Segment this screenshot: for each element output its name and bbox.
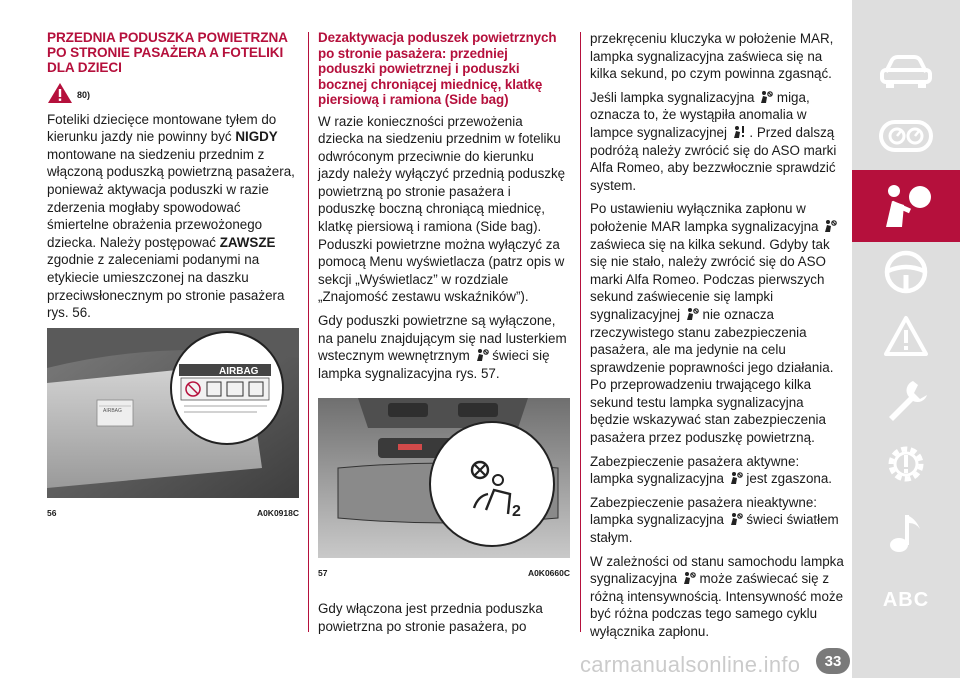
sun-visor-label-illustration <box>47 328 299 498</box>
paragraph: przekręceniu kluczyka w położenie MAR, lampka sygnalizacyjna zaświeca się na kilka sekund, po czym powinna zgasnąć. <box>590 31 834 82</box>
figure-number: 57 <box>318 568 328 578</box>
figure-caption <box>47 508 299 518</box>
page-number: 33 <box>816 648 850 674</box>
airbag-off-icon <box>758 90 773 104</box>
airbag-off-icon <box>822 219 837 233</box>
gear-icon <box>882 440 930 488</box>
warning-ref-number: 80) <box>77 90 91 100</box>
column-2-continued <box>318 600 568 641</box>
paragraph: Zabezpieczenie pasażera aktywne: lampka sygnalizacyjna jest zgaszona. <box>590 453 833 487</box>
figure-57 <box>318 398 570 578</box>
sidebar-item-driving[interactable] <box>852 236 960 308</box>
sidebar-item-technical[interactable] <box>852 428 960 500</box>
airbag-off-icon <box>728 471 743 485</box>
abc-label: ABC <box>882 588 930 611</box>
figure-caption <box>318 568 570 578</box>
column-2 <box>318 30 568 388</box>
warning-triangle-icon <box>47 82 73 104</box>
airbag-passenger-icon <box>876 181 936 231</box>
figure-code: A0K0660C <box>527 568 570 578</box>
emphasis: ZAWSZE <box>219 234 276 250</box>
emphasis: NIGDY <box>235 129 278 145</box>
column-divider <box>580 32 581 632</box>
section-heading: PRZEDNIA PODUSZKA POWIETRZNA PO STRONIE PASAŻERA A FOTELIKI DLA DZIECI <box>47 30 288 75</box>
watermark: carmanualsonline.info <box>580 652 801 677</box>
overhead-panel-illustration <box>318 398 570 558</box>
gauges-icon <box>878 118 934 154</box>
airbag-warning-icon <box>731 125 746 139</box>
sidebar-item-maintenance[interactable] <box>852 364 960 436</box>
airbag-off-icon <box>728 512 743 526</box>
paragraph: Gdy poduszki powietrzne są wyłączone, na panelu znajdującym się nad lusterkiem wstecznym wewnętrznym świeci się lampka sygnalizacyjna rys. 57. <box>318 313 567 381</box>
warning-triangle-icon <box>882 314 930 358</box>
paragraph: Po ustawieniu wyłącznika zapłonu w położenie MAR lampka sygnalizacyjna zaświeca się na kilka sekund. Gdyby tak się nie stało, należy zwrócić się do ASO marki Alfa Romeo. Podczas pierwszych sekund zaświecenie się lampki sygnalizacyjnej nie oznacza rzeczywistego stanu zabezpieczenia pasażera, ale ma jedynie na celu sprawdzenie poprawności jego działania. Po przeprowadzeniu trwającego kilka sekund testu lampka sygnalizacyjna będzie wskazywać stan zabezpieczenia pasażera przez poduszkę powietrzną. <box>590 200 844 446</box>
column-1 <box>47 30 299 328</box>
paragraph: Jeśli lampka sygnalizacyjna miga, oznacza to, że wystąpiła anomalia w lampce sygnalizacyjnej . Przed dalszą podróżą należy zwrócić się do ASO marki Alfa Romeo, aby bezzwłocznie sprawdzić system. <box>590 89 837 193</box>
car-icon <box>878 50 934 90</box>
wrench-icon <box>883 377 929 423</box>
paragraph: Foteliki dziecięce montowane tyłem do kierunku jazdy nie powinny być NIGDY montowane na siedzeniu przednim z włączoną poduszką powietrzną pasażera, ponieważ aktywacja poduszki w razie zderzenia mogłaby spowodować śmiertelne obrażenia przewożonego dziecka. Należy postępować ZAWSZE zgodnie z zaleceniami podanymi na etykiecie umieszczonej na daszku przeciwsłonecznym po stronie pasażera rys. 56. <box>47 111 295 321</box>
figure-number: 56 <box>47 508 57 518</box>
svg-text:2: 2 <box>512 503 521 520</box>
figure-code: A0K0918C <box>256 508 299 518</box>
sidebar-item-emergency[interactable] <box>852 300 960 372</box>
paragraph: W razie konieczności przewożenia dziecka na siedzeniu przednim w foteliku odwróconym przeciwnie do kierunku jazdy należy wyłączyć przednią poduszkę powietrzną po stronie pasażera i poduszkę boczną chroniącą miednicę, klatkę piersiową i ramiona (Side bag). Poduszki powietrzne można wyłączyć za pomocą Menu wyświetlacza (patrz opis w sekcji „Wyświetlacz” w rozdziale „Znajomość zestawu wskaźników”). <box>318 113 566 305</box>
steering-wheel-icon <box>883 249 929 295</box>
paragraph: Gdy włączona jest przednia poduszka powietrzna po stronie pasażera, po <box>318 601 543 634</box>
airbag-off-icon <box>474 348 489 362</box>
svg-text:AIRBAG: AIRBAG <box>103 408 122 414</box>
warning-reference <box>47 81 299 105</box>
sidebar-item-instruments[interactable] <box>852 100 960 172</box>
chapter-sidebar <box>852 0 960 678</box>
figure-56 <box>47 328 299 518</box>
column-3 <box>590 30 844 647</box>
airbag-off-icon <box>684 307 699 321</box>
paragraph: W zależności od stanu samochodu lampka sygnalizacyjna może zaświecać się z różną intensywnością. Intensywność może być różna podczas tego samego cyklu wyłącznika zapłonu. <box>590 553 844 639</box>
airbag-off-icon <box>681 571 696 585</box>
section-heading: Dezaktywacja poduszek powietrznych po stronie pasażera: przedniej poduszki powietrznej i poduszki bocznej chroniącej miednicę, klatkę piersiową i ramiona (Side bag) <box>318 30 557 107</box>
sidebar-item-multimedia[interactable] <box>852 496 960 568</box>
sidebar-item-safety[interactable] <box>852 170 960 242</box>
sidebar-item-index[interactable] <box>852 564 960 636</box>
column-divider <box>308 32 309 632</box>
sidebar-item-car[interactable] <box>852 34 960 106</box>
svg-text:AIRBAG: AIRBAG <box>219 366 259 377</box>
music-note-icon <box>886 509 926 555</box>
paragraph: Zabezpieczenie pasażera nieaktywne: lampka sygnalizacyjna świeci światłem stałym. <box>590 494 839 546</box>
